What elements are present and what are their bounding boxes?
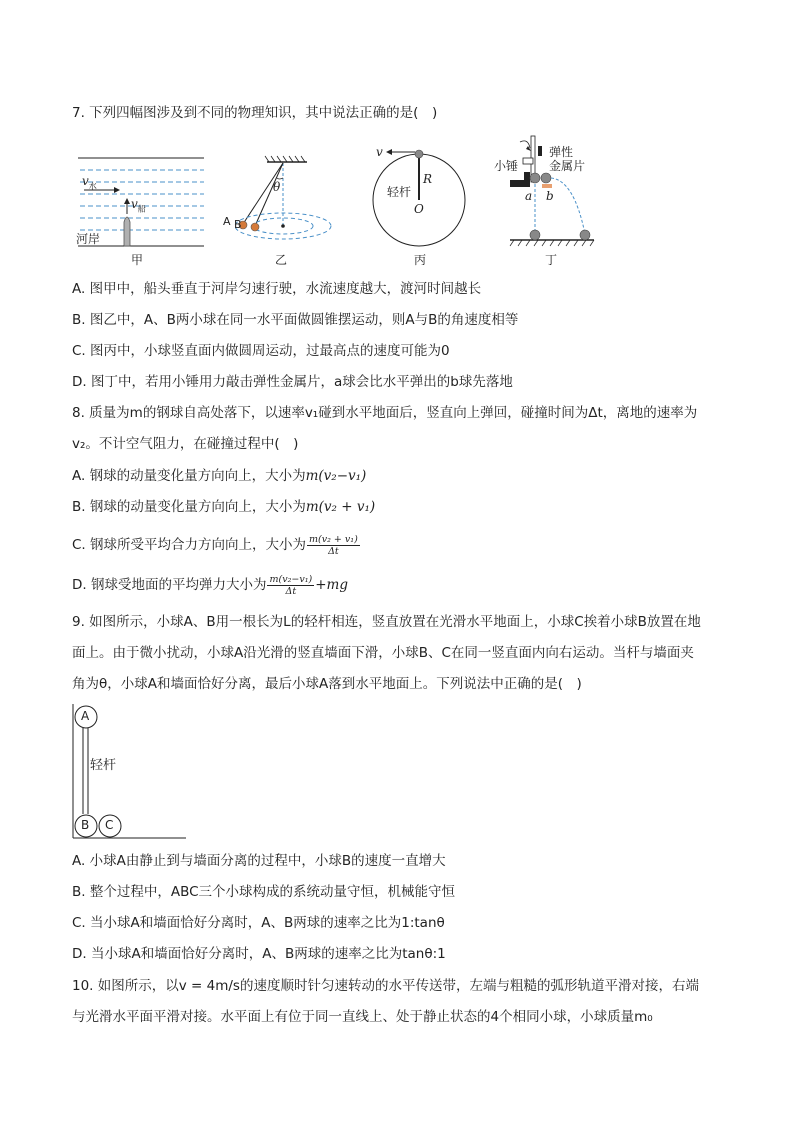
q7-figure-ding: [490, 130, 600, 250]
q9-option-a: A. 小球A由静止到与墙面分离的过程中，小球B的速度一直增大: [72, 853, 446, 869]
hammer-label: 小锤: [494, 159, 519, 173]
q8-stem-line1: 8. 质量为m的钢球自高处落下，以速率v₁碰到水平地面后，竖直向上弹回，碰撞时间为Δt，离地的速率为: [72, 405, 698, 421]
caption-ding: 丁: [545, 253, 558, 267]
q7-figure-bing: [368, 145, 468, 250]
q9-stem-line3: 角为θ，小球A和墙面恰好分离，最后小球A落到水平地面上。下列说法中正确的是( ): [72, 676, 582, 692]
rod-label-bing: 轻杆: [387, 185, 412, 199]
q7-figure-yi: [225, 150, 365, 255]
q7-option-d: D. 图丁中，若用小锤用力敲击弹性金属片，a球会比水平弹出的b球先落地: [72, 374, 513, 390]
caption-bing: 丙: [414, 253, 427, 267]
v-label-bing: v: [376, 145, 383, 159]
q9-rod-label: 轻杆: [90, 758, 117, 773]
q8-option-c: C. 钢球所受平均合力方向向上，大小为 $\frac{\text{m(v₂ + v₁)}}{\Delta t}$: [72, 533, 358, 557]
q7-option-b: B. 图乙中，A、B两小球在同一水平面做圆锥摆运动，则A与B的角速度相等: [72, 312, 519, 328]
ball-b-label: B: [234, 218, 242, 231]
q9-option-c: C. 当小球A和墙面恰好分离时，A、B两球的速率之比为1:tanθ: [72, 915, 445, 931]
spring-label-2: 金属片: [549, 159, 586, 173]
q7-option-c: C. 图丙中，小球竖直面内做圆周运动，过最高点的速度可能为0: [72, 343, 450, 359]
bank-label: 河岸: [76, 232, 101, 246]
spring-label-1: 弹性: [549, 145, 574, 159]
ball-b-label-ding: b: [546, 189, 554, 203]
q9-option-d: D. 当小球A和墙面恰好分离时，A、B两球的速率之比为tanθ:1: [72, 946, 446, 962]
q9-ball-b: B: [81, 818, 90, 832]
ball-a-label-ding: a: [525, 189, 533, 203]
q9-stem-line1: 9. 如图所示，小球A、B用一根长为L的轻杆相连，竖直放置在光滑水平地面上，小球C挨着小球B放置在地: [72, 614, 701, 630]
q10-stem-line2: 与光滑水平面平滑对接。水平面上有位于同一直线上、处于静止状态的4个相同小球，小球质量m₀: [72, 1009, 653, 1025]
R-label: R: [423, 172, 433, 186]
q8-option-b: B. 钢球的动量变化量方向向上，大小为m(v₂ + v₁): [72, 499, 376, 515]
q8-stem-line2: v₂。不计空气阻力，在碰撞过程中( ): [72, 436, 299, 452]
q9-option-b: B. 整个过程中，ABC三个小球构成的系统动量守恒，机械能守恒: [72, 884, 456, 900]
v-boat-label: $v_船$: [131, 197, 146, 214]
ball-a-label: A: [223, 215, 231, 228]
q9-ball-a: A: [81, 709, 90, 723]
q8-option-d: D. 钢球受地面的平均弹力大小为 $\frac{\text{m(v₂−v₁)}}{\Delta t}$ +mg: [72, 573, 348, 597]
q9-ball-c: C: [105, 818, 114, 832]
q9-stem-line2: 面上。由于微小扰动，小球A沿光滑的竖直墙面下滑，小球B、C在同一竖直面内向右运动。当杆与墙面夹: [72, 645, 694, 661]
caption-jia: 甲: [131, 253, 144, 267]
caption-yi: 乙: [275, 253, 288, 267]
q10-stem-line1: 10. 如图所示，以v = 4m/s的速度顺时针匀速转动的水平传送带，左端与粗糙的弧形轨道平滑对接，右端: [72, 978, 699, 994]
q7-stem: 7. 下列四幅图涉及到不同的物理知识，其中说法正确的是( ): [72, 105, 438, 121]
q8-option-a: A. 钢球的动量变化量方向向上，大小为m(v₂−v₁): [72, 468, 367, 484]
O-label: O: [414, 202, 424, 216]
v-water-label: $v_水$: [82, 174, 97, 191]
theta-label: θ: [273, 180, 281, 194]
q7-option-a: A. 图甲中，船头垂直于河岸匀速行驶，水流速度越大，渡河时间越长: [72, 281, 482, 297]
